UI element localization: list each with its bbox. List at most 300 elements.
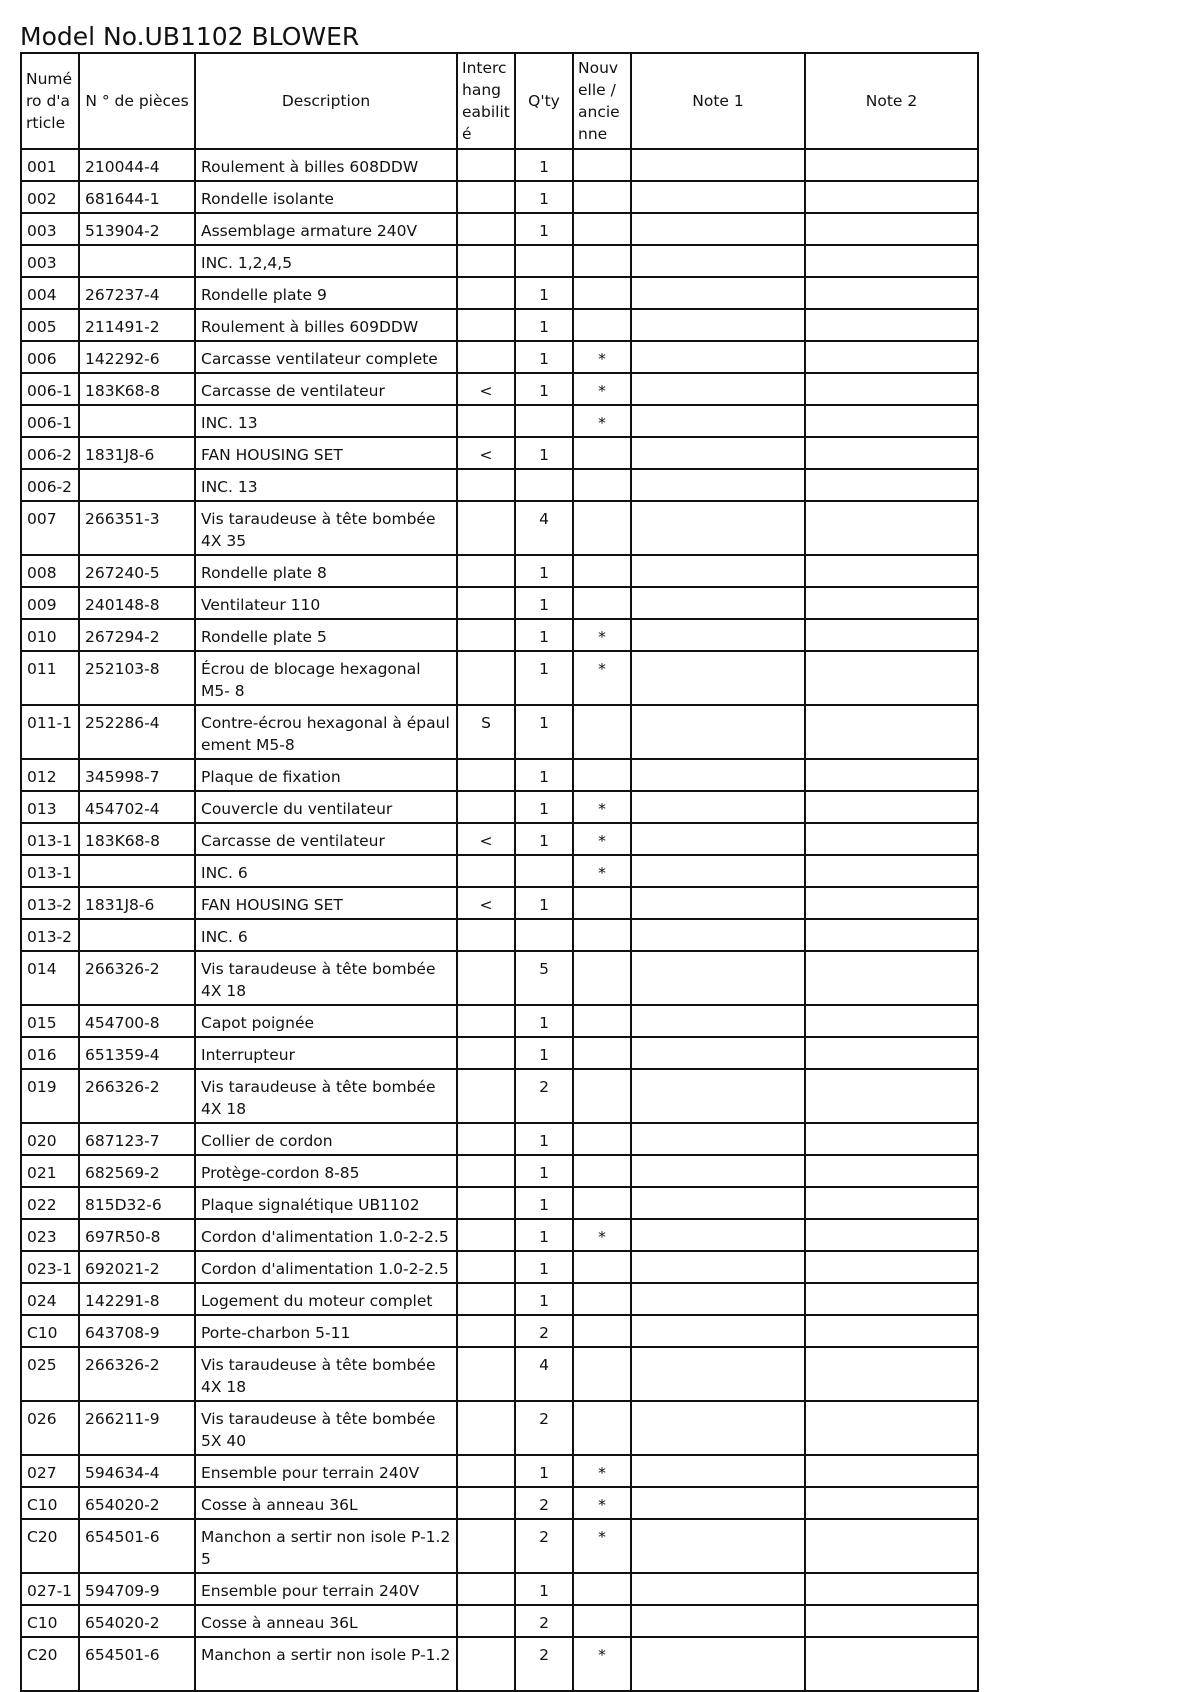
note-2-cell: [805, 1519, 978, 1573]
table-row: [21, 705, 978, 759]
quantity-cell: 1: [515, 1037, 573, 1069]
note-2-cell: [805, 1347, 978, 1401]
item-number-cell: 008: [21, 555, 79, 587]
quantity-cell: 2: [515, 1069, 573, 1123]
description-cell: Ventilateur 110: [195, 587, 457, 619]
item-number-cell: 022: [21, 1187, 79, 1219]
description-cell: FAN HOUSING SET: [195, 887, 457, 919]
item-number-cell: 006-1: [21, 373, 79, 405]
description-cell: Cordon d'alimentation 1.0-2-2.5: [195, 1219, 457, 1251]
description-cell: Vis taraudeuse à tête bombée 4X 18: [195, 1347, 457, 1401]
new-old-cell: [573, 1069, 631, 1123]
part-number-cell: 654501-6: [79, 1519, 195, 1573]
new-old-cell: [573, 437, 631, 469]
note-2-cell: [805, 619, 978, 651]
item-number-cell: 015: [21, 1005, 79, 1037]
part-number-cell: 266326-2: [79, 1347, 195, 1401]
part-number-cell: 266326-2: [79, 1069, 195, 1123]
item-number-cell: 001: [21, 149, 79, 181]
quantity-cell: 1: [515, 277, 573, 309]
quantity-cell: 1: [515, 1005, 573, 1037]
table-row: [21, 587, 978, 619]
table-row: [21, 341, 978, 373]
header-new-old: Nouv elle / ancie nne: [573, 53, 631, 149]
part-number-cell: 692021-2: [79, 1251, 195, 1283]
table-row: [21, 823, 978, 855]
item-number-cell: 020: [21, 1123, 79, 1155]
interchangeability-cell: [457, 791, 515, 823]
interchangeability-cell: [457, 951, 515, 1005]
description-cell: Cosse à anneau 36L: [195, 1487, 457, 1519]
part-number-cell: 643708-9: [79, 1315, 195, 1347]
table-header-row: [21, 53, 978, 149]
interchangeability-cell: <: [457, 437, 515, 469]
new-old-cell: [573, 1123, 631, 1155]
item-number-cell: 006-2: [21, 437, 79, 469]
note-1-cell: [631, 791, 805, 823]
new-old-cell: [573, 951, 631, 1005]
note-2-cell: [805, 1251, 978, 1283]
note-2-cell: [805, 759, 978, 791]
interchangeability-cell: [457, 1573, 515, 1605]
part-number-cell: [79, 919, 195, 951]
quantity-cell: [515, 469, 573, 501]
item-number-cell: 011-1: [21, 705, 79, 759]
item-number-cell: C20: [21, 1637, 79, 1691]
interchangeability-cell: <: [457, 373, 515, 405]
new-old-cell: [573, 887, 631, 919]
note-2-cell: [805, 855, 978, 887]
note-1-cell: [631, 1037, 805, 1069]
note-2-cell: [805, 245, 978, 277]
quantity-cell: 2: [515, 1519, 573, 1573]
new-old-cell: [573, 759, 631, 791]
table-row: [21, 1487, 978, 1519]
note-1-cell: [631, 437, 805, 469]
description-cell: Ensemble pour terrain 240V: [195, 1573, 457, 1605]
interchangeability-cell: [457, 149, 515, 181]
part-number-cell: [79, 405, 195, 437]
interchangeability-cell: [457, 1251, 515, 1283]
note-2-cell: [805, 149, 978, 181]
new-old-cell: *: [573, 1637, 631, 1691]
table-row: [21, 1455, 978, 1487]
table-row: [21, 651, 978, 705]
item-number-cell: 013-2: [21, 919, 79, 951]
note-1-cell: [631, 705, 805, 759]
table-row: [21, 277, 978, 309]
description-cell: Manchon a sertir non isole P-1.2: [195, 1637, 457, 1691]
part-number-cell: 252103-8: [79, 651, 195, 705]
note-2-cell: [805, 587, 978, 619]
interchangeability-cell: [457, 405, 515, 437]
item-number-cell: 006-1: [21, 405, 79, 437]
interchangeability-cell: [457, 651, 515, 705]
part-number-cell: 682569-2: [79, 1155, 195, 1187]
table-row: [21, 1401, 978, 1455]
description-cell: INC. 6: [195, 855, 457, 887]
note-2-cell: [805, 1573, 978, 1605]
part-number-cell: 142291-8: [79, 1283, 195, 1315]
interchangeability-cell: [457, 619, 515, 651]
table-row: [21, 951, 978, 1005]
note-2-cell: [805, 341, 978, 373]
part-number-cell: 1831J8-6: [79, 437, 195, 469]
interchangeability-cell: [457, 1037, 515, 1069]
interchangeability-cell: [457, 501, 515, 555]
description-cell: Interrupteur: [195, 1037, 457, 1069]
description-cell: Rondelle plate 5: [195, 619, 457, 651]
item-number-cell: 024: [21, 1283, 79, 1315]
item-number-cell: 023: [21, 1219, 79, 1251]
new-old-cell: [573, 1401, 631, 1455]
note-1-cell: [631, 181, 805, 213]
description-cell: Vis taraudeuse à tête bombée 4X 18: [195, 1069, 457, 1123]
part-number-cell: 594709-9: [79, 1573, 195, 1605]
item-number-cell: 013-2: [21, 887, 79, 919]
quantity-cell: 1: [515, 823, 573, 855]
table-row: [21, 1251, 978, 1283]
note-1-cell: [631, 1401, 805, 1455]
interchangeability-cell: [457, 1283, 515, 1315]
header-note-1: Note 1: [631, 53, 805, 149]
note-2-cell: [805, 1401, 978, 1455]
interchangeability-cell: [457, 469, 515, 501]
note-2-cell: [805, 1455, 978, 1487]
interchangeability-cell: [457, 1219, 515, 1251]
table-row: [21, 619, 978, 651]
interchangeability-cell: [457, 1487, 515, 1519]
note-1-cell: [631, 501, 805, 555]
quantity-cell: 1: [515, 309, 573, 341]
interchangeability-cell: [457, 587, 515, 619]
new-old-cell: [573, 501, 631, 555]
quantity-cell: 1: [515, 341, 573, 373]
part-number-cell: 454702-4: [79, 791, 195, 823]
note-1-cell: [631, 887, 805, 919]
item-number-cell: 023-1: [21, 1251, 79, 1283]
quantity-cell: 1: [515, 149, 573, 181]
item-number-cell: 002: [21, 181, 79, 213]
note-1-cell: [631, 1519, 805, 1573]
new-old-cell: *: [573, 619, 631, 651]
description-cell: Collier de cordon: [195, 1123, 457, 1155]
description-cell: INC. 1,2,4,5: [195, 245, 457, 277]
item-number-cell: 019: [21, 1069, 79, 1123]
new-old-cell: [573, 245, 631, 277]
table-row: [21, 501, 978, 555]
item-number-cell: 013-1: [21, 823, 79, 855]
description-cell: Vis taraudeuse à tête bombée 4X 18: [195, 951, 457, 1005]
new-old-cell: *: [573, 855, 631, 887]
note-2-cell: [805, 555, 978, 587]
note-2-cell: [805, 1123, 978, 1155]
quantity-cell: 1: [515, 1155, 573, 1187]
note-1-cell: [631, 823, 805, 855]
table-row: [21, 855, 978, 887]
part-number-cell: 252286-4: [79, 705, 195, 759]
part-number-cell: 687123-7: [79, 1123, 195, 1155]
quantity-cell: 1: [515, 181, 573, 213]
description-cell: Roulement à billes 608DDW: [195, 149, 457, 181]
part-number-cell: [79, 855, 195, 887]
table-row: [21, 791, 978, 823]
interchangeability-cell: [457, 341, 515, 373]
new-old-cell: [573, 181, 631, 213]
new-old-cell: [573, 1005, 631, 1037]
quantity-cell: 4: [515, 1347, 573, 1401]
interchangeability-cell: [457, 1069, 515, 1123]
quantity-cell: 5: [515, 951, 573, 1005]
new-old-cell: [573, 1155, 631, 1187]
note-1-cell: [631, 149, 805, 181]
table-row: [21, 1123, 978, 1155]
interchangeability-cell: [457, 213, 515, 245]
new-old-cell: [573, 277, 631, 309]
item-number-cell: 012: [21, 759, 79, 791]
table-row: [21, 1605, 978, 1637]
note-1-cell: [631, 1487, 805, 1519]
note-1-cell: [631, 1155, 805, 1187]
header-description: Description: [195, 53, 457, 149]
quantity-cell: 2: [515, 1605, 573, 1637]
new-old-cell: [573, 1573, 631, 1605]
quantity-cell: 2: [515, 1487, 573, 1519]
new-old-cell: *: [573, 1219, 631, 1251]
note-2-cell: [805, 373, 978, 405]
quantity-cell: 2: [515, 1315, 573, 1347]
note-2-cell: [805, 1155, 978, 1187]
description-cell: Carcasse de ventilateur: [195, 373, 457, 405]
part-number-cell: 345998-7: [79, 759, 195, 791]
description-cell: INC. 6: [195, 919, 457, 951]
quantity-cell: 1: [515, 1187, 573, 1219]
table-row: [21, 1347, 978, 1401]
note-2-cell: [805, 1187, 978, 1219]
part-number-cell: [79, 469, 195, 501]
description-cell: Assemblage armature 240V: [195, 213, 457, 245]
note-1-cell: [631, 1219, 805, 1251]
quantity-cell: [515, 245, 573, 277]
description-cell: Protège-cordon 8-85: [195, 1155, 457, 1187]
quantity-cell: [515, 855, 573, 887]
new-old-cell: [573, 1347, 631, 1401]
note-1-cell: [631, 341, 805, 373]
note-1-cell: [631, 951, 805, 1005]
note-1-cell: [631, 405, 805, 437]
new-old-cell: [573, 1187, 631, 1219]
part-number-cell: 654020-2: [79, 1487, 195, 1519]
interchangeability-cell: [457, 1401, 515, 1455]
quantity-cell: 1: [515, 759, 573, 791]
quantity-cell: [515, 919, 573, 951]
new-old-cell: *: [573, 1519, 631, 1573]
note-1-cell: [631, 1005, 805, 1037]
note-1-cell: [631, 1347, 805, 1401]
new-old-cell: [573, 1605, 631, 1637]
note-1-cell: [631, 919, 805, 951]
item-number-cell: 009: [21, 587, 79, 619]
description-cell: Roulement à billes 609DDW: [195, 309, 457, 341]
table-row: [21, 1283, 978, 1315]
part-number-cell: 267294-2: [79, 619, 195, 651]
note-1-cell: [631, 1573, 805, 1605]
description-cell: Logement du moteur complet: [195, 1283, 457, 1315]
new-old-cell: *: [573, 1487, 631, 1519]
note-2-cell: [805, 213, 978, 245]
note-2-cell: [805, 501, 978, 555]
note-1-cell: [631, 759, 805, 791]
part-number-cell: 267240-5: [79, 555, 195, 587]
interchangeability-cell: S: [457, 705, 515, 759]
item-number-cell: 027-1: [21, 1573, 79, 1605]
interchangeability-cell: [457, 1123, 515, 1155]
note-2-cell: [805, 1069, 978, 1123]
table-row: [21, 1187, 978, 1219]
new-old-cell: *: [573, 341, 631, 373]
quantity-cell: 1: [515, 213, 573, 245]
parts-table: [20, 52, 979, 1692]
part-number-cell: 266326-2: [79, 951, 195, 1005]
part-number-cell: 267237-4: [79, 277, 195, 309]
part-number-cell: 681644-1: [79, 181, 195, 213]
part-number-cell: 454700-8: [79, 1005, 195, 1037]
description-cell: Écrou de blocage hexagonal M5- 8: [195, 651, 457, 705]
parts-table-body: [21, 149, 978, 1691]
quantity-cell: 1: [515, 1455, 573, 1487]
table-row: [21, 213, 978, 245]
part-number-cell: 697R50-8: [79, 1219, 195, 1251]
item-number-cell: 025: [21, 1347, 79, 1401]
note-2-cell: [805, 705, 978, 759]
table-row: [21, 469, 978, 501]
new-old-cell: [573, 149, 631, 181]
description-cell: Plaque signalétique UB1102: [195, 1187, 457, 1219]
part-number-cell: 183K68-8: [79, 373, 195, 405]
page-title: Model No.UB1102 BLOWER: [20, 22, 360, 51]
note-2-cell: [805, 1605, 978, 1637]
description-cell: Couvercle du ventilateur: [195, 791, 457, 823]
item-number-cell: 003: [21, 213, 79, 245]
new-old-cell: [573, 309, 631, 341]
quantity-cell: 1: [515, 1123, 573, 1155]
table-row: [21, 1037, 978, 1069]
note-1-cell: [631, 1315, 805, 1347]
new-old-cell: [573, 1283, 631, 1315]
table-row: [21, 555, 978, 587]
note-1-cell: [631, 309, 805, 341]
part-number-cell: [79, 245, 195, 277]
part-number-cell: 266211-9: [79, 1401, 195, 1455]
interchangeability-cell: [457, 759, 515, 791]
note-2-cell: [805, 1487, 978, 1519]
description-cell: Cosse à anneau 36L: [195, 1605, 457, 1637]
quantity-cell: 1: [515, 1283, 573, 1315]
header-interchangeability: Interc hang eabilit é: [457, 53, 515, 149]
item-number-cell: 013-1: [21, 855, 79, 887]
part-number-cell: 654501-6: [79, 1637, 195, 1691]
quantity-cell: 1: [515, 587, 573, 619]
description-cell: Capot poignée: [195, 1005, 457, 1037]
description-cell: Ensemble pour terrain 240V: [195, 1455, 457, 1487]
description-cell: INC. 13: [195, 469, 457, 501]
new-old-cell: [573, 587, 631, 619]
new-old-cell: [573, 469, 631, 501]
description-cell: Cordon d'alimentation 1.0-2-2.5: [195, 1251, 457, 1283]
new-old-cell: *: [573, 405, 631, 437]
new-old-cell: [573, 1251, 631, 1283]
note-2-cell: [805, 1037, 978, 1069]
quantity-cell: 1: [515, 1573, 573, 1605]
table-row: [21, 919, 978, 951]
note-1-cell: [631, 1455, 805, 1487]
interchangeability-cell: [457, 1455, 515, 1487]
note-1-cell: [631, 555, 805, 587]
note-2-cell: [805, 919, 978, 951]
interchangeability-cell: [457, 277, 515, 309]
note-1-cell: [631, 1187, 805, 1219]
item-number-cell: 005: [21, 309, 79, 341]
note-2-cell: [805, 181, 978, 213]
interchangeability-cell: [457, 1605, 515, 1637]
new-old-cell: *: [573, 651, 631, 705]
part-number-cell: 594634-4: [79, 1455, 195, 1487]
part-number-cell: 513904-2: [79, 213, 195, 245]
note-2-cell: [805, 1315, 978, 1347]
interchangeability-cell: [457, 1155, 515, 1187]
quantity-cell: [515, 405, 573, 437]
item-number-cell: 016: [21, 1037, 79, 1069]
item-number-cell: C10: [21, 1605, 79, 1637]
quantity-cell: 1: [515, 373, 573, 405]
table-row: [21, 1219, 978, 1251]
note-1-cell: [631, 1069, 805, 1123]
note-2-cell: [805, 887, 978, 919]
description-cell: FAN HOUSING SET: [195, 437, 457, 469]
table-row: [21, 759, 978, 791]
interchangeability-cell: [457, 181, 515, 213]
description-cell: INC. 13: [195, 405, 457, 437]
description-cell: Plaque de fixation: [195, 759, 457, 791]
note-2-cell: [805, 469, 978, 501]
note-2-cell: [805, 405, 978, 437]
new-old-cell: [573, 555, 631, 587]
table-row: [21, 1005, 978, 1037]
note-1-cell: [631, 213, 805, 245]
new-old-cell: [573, 919, 631, 951]
table-row: [21, 437, 978, 469]
item-number-cell: 027: [21, 1455, 79, 1487]
note-1-cell: [631, 245, 805, 277]
item-number-cell: 003: [21, 245, 79, 277]
new-old-cell: [573, 1037, 631, 1069]
description-cell: Contre-écrou hexagonal à épaul ement M5-8: [195, 705, 457, 759]
item-number-cell: C20: [21, 1519, 79, 1573]
note-1-cell: [631, 1605, 805, 1637]
description-cell: Porte-charbon 5-11: [195, 1315, 457, 1347]
table-row: [21, 405, 978, 437]
note-1-cell: [631, 277, 805, 309]
interchangeability-cell: [457, 919, 515, 951]
note-2-cell: [805, 1005, 978, 1037]
note-1-cell: [631, 1123, 805, 1155]
note-1-cell: [631, 855, 805, 887]
new-old-cell: *: [573, 823, 631, 855]
note-2-cell: [805, 1283, 978, 1315]
part-number-cell: 651359-4: [79, 1037, 195, 1069]
part-number-cell: 815D32-6: [79, 1187, 195, 1219]
part-number-cell: 183K68-8: [79, 823, 195, 855]
